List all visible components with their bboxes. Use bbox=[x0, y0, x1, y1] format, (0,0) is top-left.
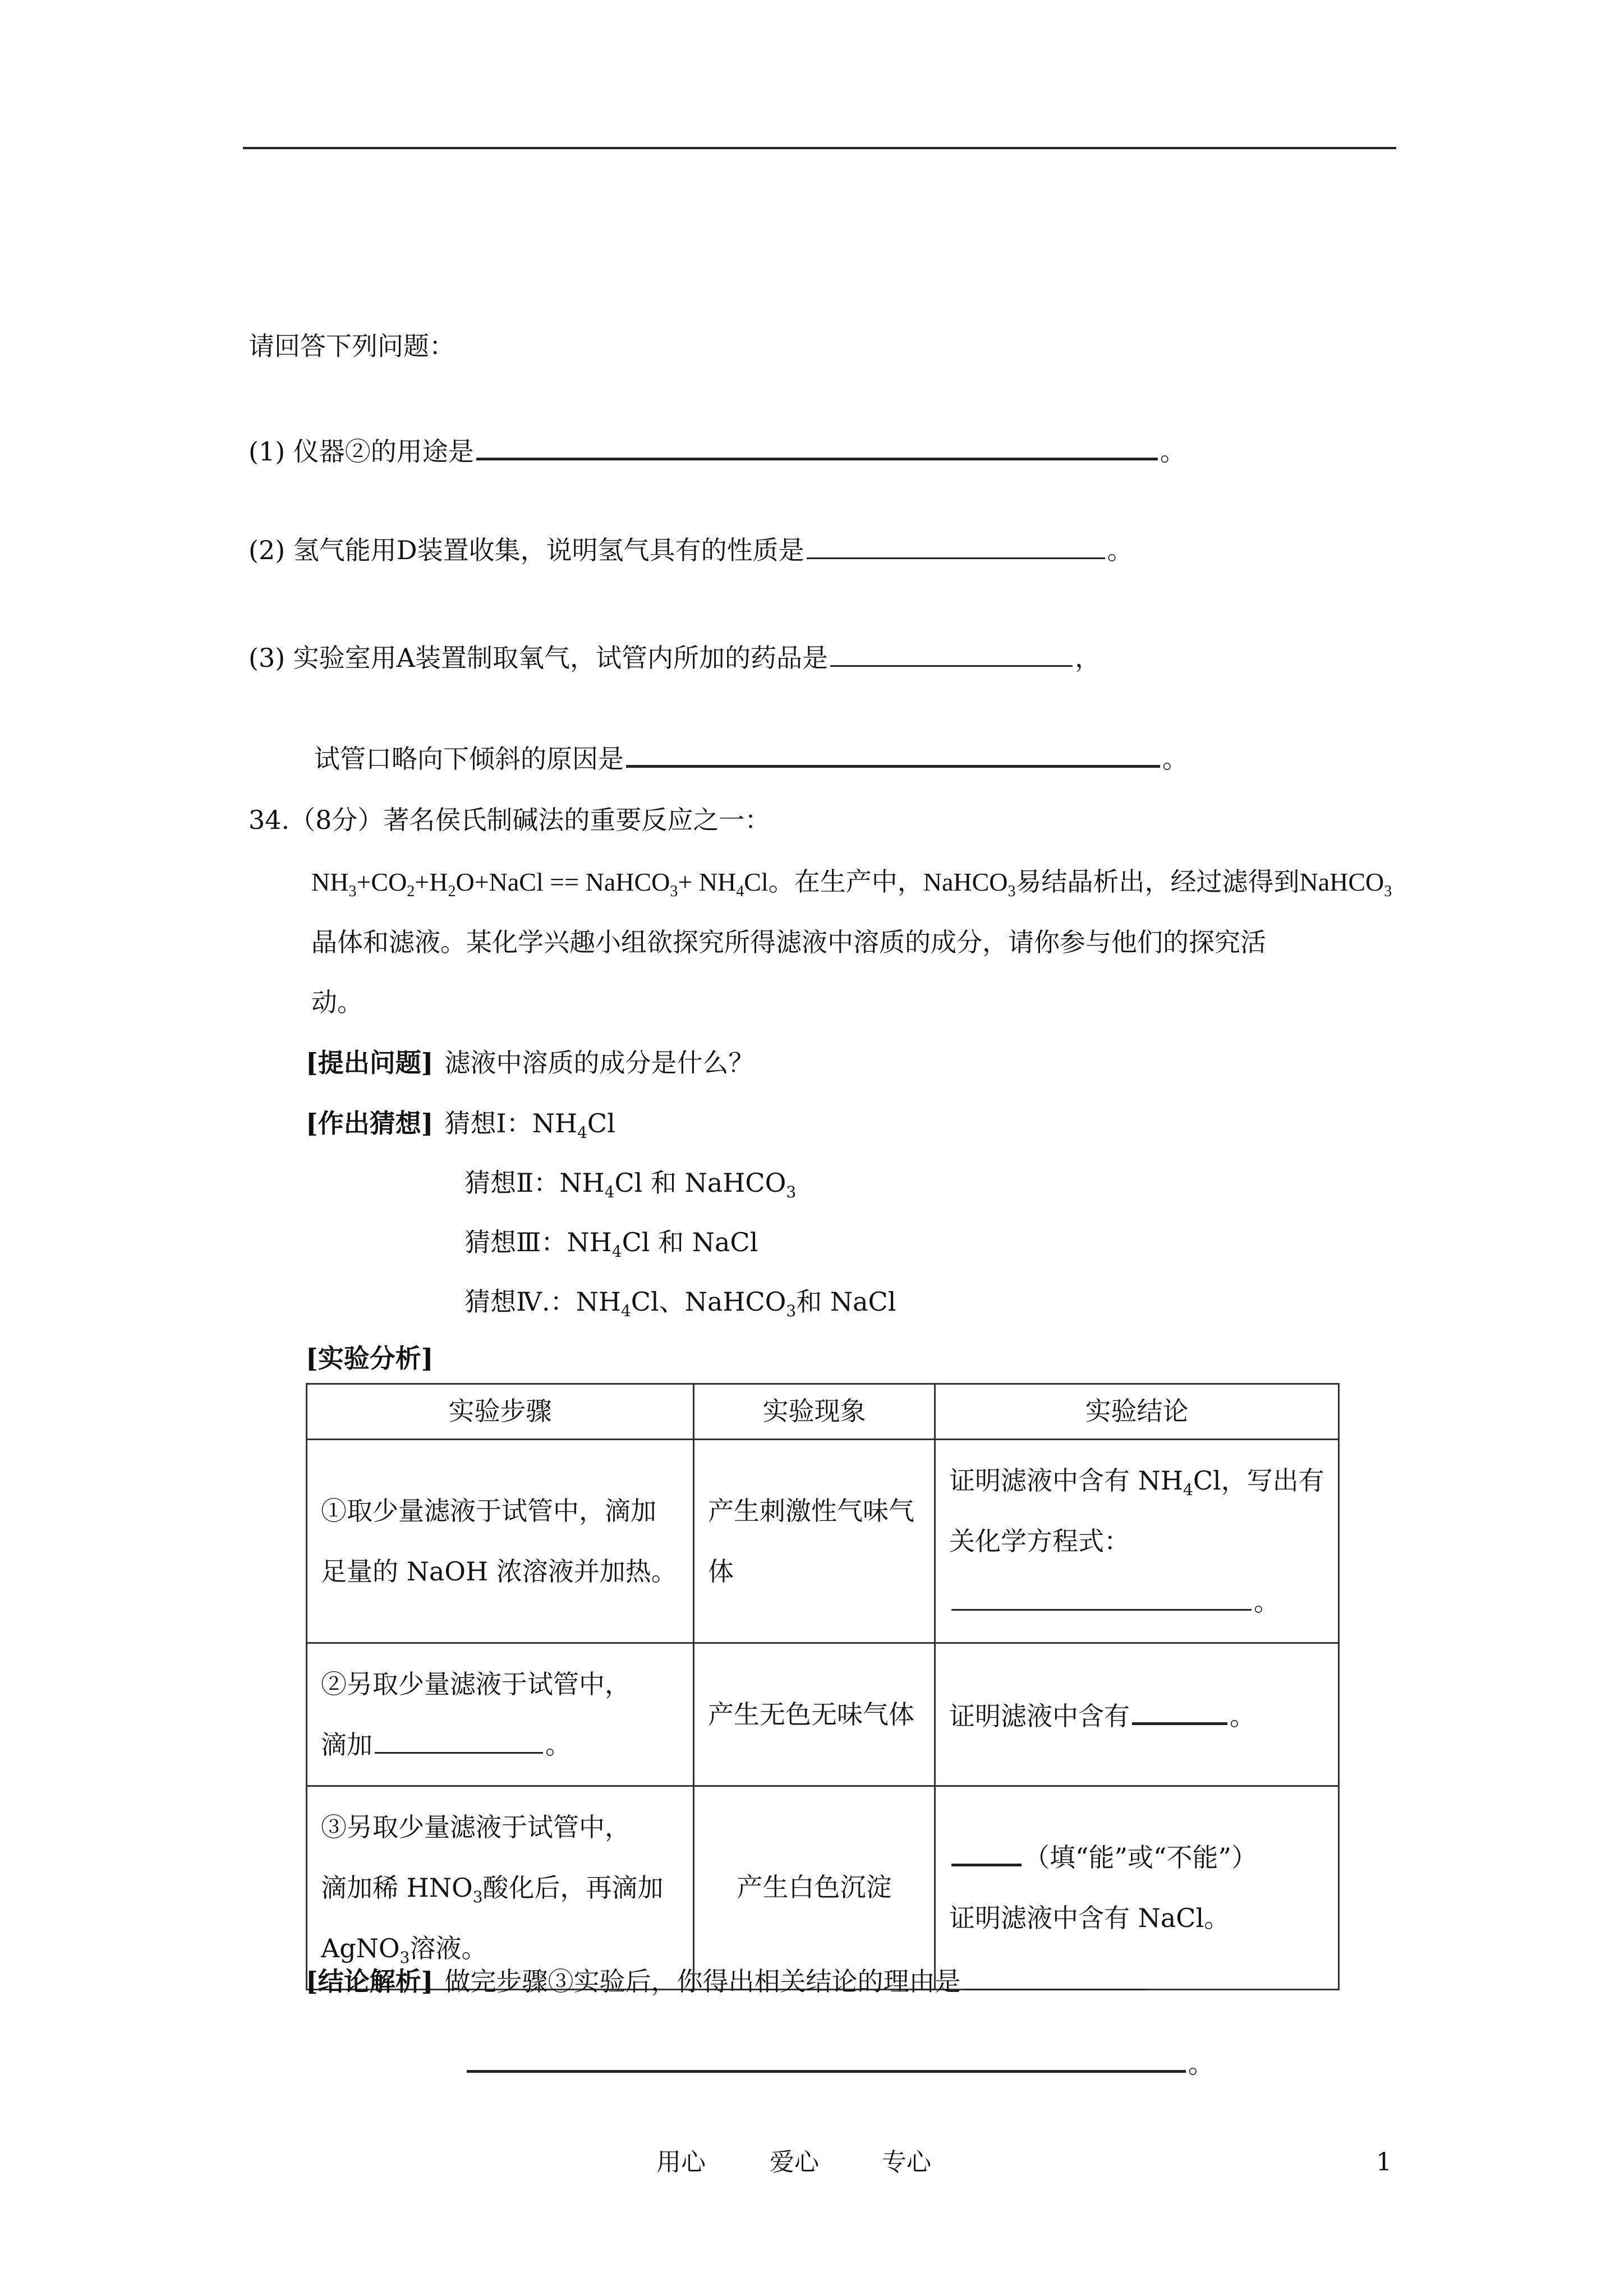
guess-text: 猜想Ⅰ：NH bbox=[444, 1108, 578, 1138]
guess-text: 猜想Ⅲ：NH bbox=[464, 1227, 612, 1257]
footer-text-2: 爱心 bbox=[770, 2148, 819, 2177]
table-header: 实验步骤 bbox=[307, 1384, 694, 1440]
step-cell bbox=[307, 1786, 694, 1990]
phenomenon-cell: 产生无色无味气体 bbox=[694, 1643, 935, 1786]
step-text: AgNO bbox=[321, 1933, 400, 1963]
eq-part: + NH bbox=[678, 868, 737, 896]
eq-sub: 3 bbox=[348, 883, 357, 900]
question-1 bbox=[249, 432, 1186, 467]
conclusion-sub: 4 bbox=[1183, 1481, 1193, 1499]
question-2-label: (2) 氢气能用D装置收集，说明氢气具有的性质是 bbox=[249, 535, 804, 565]
table-header-row bbox=[307, 1384, 1339, 1440]
answer-blank-3[interactable] bbox=[830, 639, 1073, 667]
question-3b-label: 试管口略向下倾斜的原因是 bbox=[314, 744, 624, 774]
raise-question-tag: [提出问题] bbox=[306, 1048, 434, 1078]
eq-sub: 3 bbox=[1007, 883, 1016, 900]
question-2-end: 。 bbox=[1107, 535, 1133, 565]
conclusion-end: 。 bbox=[1230, 1701, 1255, 1732]
question-34-line3: 动。 bbox=[311, 987, 363, 1017]
guess-sub: 3 bbox=[786, 1302, 797, 1320]
guess-3 bbox=[464, 1227, 758, 1261]
eq-sub: 3 bbox=[1384, 883, 1392, 900]
guess-text: 猜想Ⅱ：NH bbox=[464, 1168, 605, 1198]
question-1-label: (1) 仪器②的用途是 bbox=[249, 436, 474, 467]
eq-part: Cl。在生产中，NaHCO bbox=[744, 868, 1008, 896]
conclusion-text: 证明滤液中含有 NaCl。 bbox=[949, 1903, 1230, 1933]
eq-part: O+NaCl == NaHCO bbox=[456, 868, 670, 896]
guess-text: Cl bbox=[587, 1108, 615, 1138]
guess-1 bbox=[306, 1108, 615, 1142]
eq-part: +H bbox=[415, 868, 448, 896]
step-text: 滴加稀 HNO bbox=[321, 1873, 473, 1903]
answer-blank-2[interactable] bbox=[807, 532, 1105, 559]
experiment-table bbox=[306, 1383, 1340, 1990]
question-34-title: 34.（8分）著名侯氏制碱法的重要反应之一： bbox=[249, 805, 771, 835]
raise-question bbox=[306, 1048, 755, 1078]
conclusion-text: Cl，写出有关化学方程式： bbox=[949, 1465, 1324, 1556]
conclusion-text: 做完步骤③实验后，你得出相关结论的理由是 bbox=[444, 1966, 961, 1997]
conclusion-analysis bbox=[306, 1963, 1148, 1997]
equation-blank[interactable] bbox=[951, 1583, 1252, 1611]
can-blank[interactable] bbox=[951, 1838, 1022, 1866]
page-number: 1 bbox=[1376, 2148, 1392, 2177]
eq-part: +CO bbox=[356, 868, 407, 896]
question-3-end: ， bbox=[1075, 643, 1101, 673]
question-1-end: 。 bbox=[1160, 436, 1186, 467]
guess-text: 猜想Ⅳ.：NH bbox=[464, 1287, 621, 1317]
guess-2 bbox=[464, 1168, 797, 1201]
step-sub: 3 bbox=[399, 1948, 410, 1967]
footer-text-3: 专心 bbox=[882, 2148, 931, 2177]
guess-sub: 4 bbox=[611, 1242, 622, 1261]
conclusion-text: 证明滤液中含有 NH bbox=[949, 1465, 1183, 1496]
intro-text: 请回答下列问题： bbox=[249, 331, 455, 361]
step-text: 溶液。 bbox=[410, 1933, 487, 1963]
reason-blank-2[interactable] bbox=[467, 2044, 1186, 2073]
step-text: 滴加 bbox=[321, 1730, 372, 1760]
conclusion-end: 。 bbox=[1254, 1587, 1280, 1617]
solute-blank[interactable] bbox=[1132, 1696, 1227, 1725]
reason-blank[interactable] bbox=[963, 1963, 1145, 1990]
eq-sub: 4 bbox=[736, 883, 744, 900]
step-cell: ①取少量滤液于试管中，滴加足量的 NaOH 浓溶液并加热。 bbox=[307, 1440, 694, 1643]
question-3-label: (3) 实验室用A装置制取氧气，试管内所加的药品是 bbox=[249, 643, 829, 673]
table-row bbox=[307, 1643, 1339, 1786]
step-text: ③另取少量滤液于试管中， bbox=[321, 1812, 631, 1842]
question-2 bbox=[249, 532, 1133, 566]
question-3b bbox=[314, 739, 1188, 774]
eq-part: 易结晶析出，经过滤得到NaHCO bbox=[1015, 868, 1384, 896]
question-3b-end: 。 bbox=[1162, 744, 1188, 774]
table-row bbox=[307, 1440, 1339, 1643]
conclusion-cell bbox=[935, 1786, 1339, 1990]
answer-blank-1[interactable] bbox=[476, 432, 1158, 460]
guess-sub: 4 bbox=[577, 1123, 587, 1142]
analysis-tag: [实验分析] bbox=[306, 1343, 434, 1373]
guess-text: 和 NaCl bbox=[796, 1287, 896, 1317]
guess-4 bbox=[464, 1287, 896, 1320]
reagent-blank[interactable] bbox=[375, 1726, 543, 1754]
raise-question-text: 滤液中溶质的成分是什么？ bbox=[444, 1048, 755, 1078]
phenomenon-cell: 产生白色沉淀 bbox=[694, 1786, 935, 1990]
reaction-equation bbox=[311, 866, 1392, 900]
guess-text: Cl 和 NaHCO bbox=[614, 1168, 786, 1198]
guess-text: Cl、NaHCO bbox=[631, 1287, 786, 1317]
conclusion-text: 证明滤液中含有 bbox=[949, 1701, 1130, 1732]
guess-text: Cl 和 NaCl bbox=[622, 1227, 758, 1257]
table-row bbox=[307, 1786, 1339, 1990]
step-text: ②另取少量滤液于试管中， bbox=[321, 1669, 631, 1699]
guess-sub: 4 bbox=[620, 1302, 631, 1320]
conclusion-tag: [结论解析] bbox=[306, 1966, 434, 1997]
guess-tag: [作出猜想] bbox=[306, 1108, 434, 1138]
conclusion-line2 bbox=[464, 2044, 1214, 2080]
eq-sub: 2 bbox=[448, 883, 456, 900]
footer-text-1: 用心 bbox=[656, 2148, 706, 2177]
guess-sub: 4 bbox=[604, 1183, 615, 1201]
eq-sub: 2 bbox=[407, 883, 415, 900]
step-end: 。 bbox=[545, 1730, 571, 1760]
conclusion-end: 。 bbox=[1188, 2049, 1214, 2079]
table-header: 实验结论 bbox=[935, 1384, 1339, 1440]
step-cell bbox=[307, 1643, 694, 1786]
conclusion-cell bbox=[935, 1643, 1339, 1786]
phenomenon-cell: 产生刺激性气味气体 bbox=[694, 1440, 935, 1643]
question-3 bbox=[249, 639, 1101, 674]
step-sub: 3 bbox=[472, 1888, 483, 1906]
guess-sub: 3 bbox=[786, 1183, 797, 1201]
eq-part: NH bbox=[311, 868, 349, 896]
conclusion-cell bbox=[935, 1440, 1339, 1643]
step-text: 酸化后，再滴加 bbox=[482, 1873, 664, 1903]
eq-sub: 3 bbox=[670, 883, 678, 900]
answer-blank-3b[interactable] bbox=[626, 739, 1160, 768]
conclusion-text: （填“能”或“不能”） bbox=[1024, 1842, 1258, 1873]
header-rule bbox=[243, 147, 1396, 149]
table-header: 实验现象 bbox=[694, 1384, 935, 1440]
question-34-line2: 晶体和滤液。某化学兴趣小组欲探究所得滤液中溶质的成分，请你参与他们的探究活 bbox=[311, 927, 1266, 957]
